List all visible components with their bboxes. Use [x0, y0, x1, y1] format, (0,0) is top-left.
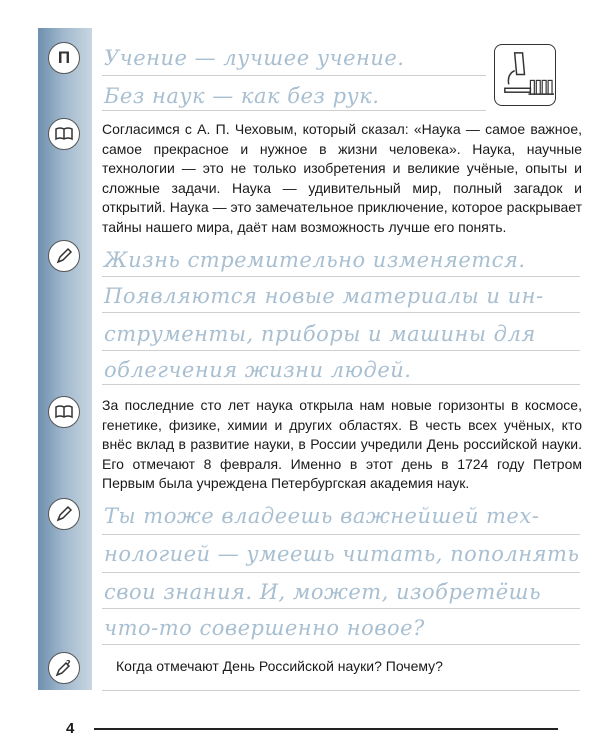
- paragraph: Согласимся с А. П. Чеховым, который сказал: «Наука — самое важное, самое прекрасное и нужное в жизни человека». Наука, научные технологии — это не только изобретения и великие учёные, опыты и сложные задачи. Наука — удивительный мир, полный загадок и открытий. Наука — это замечательное приключение, которое раскрывает тайны нашего мира, даёт нам возможность лучше его понять.: [102, 121, 582, 235]
- footer-rule: [94, 728, 558, 730]
- writing-rule: [102, 384, 580, 385]
- writing-rule: [102, 276, 580, 277]
- microscope-icon: [494, 44, 556, 106]
- paragraph: За последние сто лет наука открыла нам новые горизонты в космосе, генетике, физике, химии и других областях. В честь всех учёных, кто внёс вклад в развитие науки, в России учредили День российской науки. Его отмечают 8 февраля. Именно в этот день в 1724 году Петром Первым была учреждена Петербургская академия наук.: [102, 397, 582, 491]
- handwriting-line: Учение — лучшее учение.: [104, 46, 405, 70]
- pen-icon: [48, 240, 80, 272]
- handwriting-line: свои знания. И, может, изобретёшь: [104, 580, 542, 604]
- handwriting-line: нологией — умеешь читать, пополнять: [104, 542, 580, 566]
- handwriting-line: Появляются новые материалы и ин-: [104, 284, 544, 308]
- writing-rule: [102, 534, 580, 535]
- question-text: Когда отмечают День Российской науки? Почему?: [116, 658, 443, 674]
- handwriting-line: Ты тоже владеешь важнейшей тех-: [104, 504, 540, 528]
- letter-p-icon: П: [48, 42, 80, 74]
- book-icon: [48, 396, 80, 428]
- handwriting-line: Без наук — как без рук.: [104, 84, 380, 108]
- writing-rule: [102, 644, 580, 645]
- pencil-question-icon: [48, 652, 80, 684]
- handwriting-line: струменты, приборы и машины для: [104, 322, 536, 346]
- writing-rule: [102, 110, 486, 111]
- handwriting-line: Жизнь стремительно изменяется.: [104, 248, 526, 272]
- book-icon: [48, 118, 80, 150]
- handwriting-line: что-то совершенно новое?: [104, 616, 425, 640]
- writing-rule: [102, 312, 580, 313]
- writing-rule: [102, 75, 486, 76]
- page-number: 4: [66, 720, 75, 737]
- writing-rule: [102, 572, 580, 573]
- svg-text:?: ?: [66, 659, 71, 668]
- writing-rule: [102, 350, 580, 351]
- handwriting-line: облегчения жизни людей.: [104, 358, 412, 382]
- writing-rule: [102, 608, 580, 609]
- pen-icon: [48, 498, 80, 530]
- answer-rule: [102, 690, 580, 691]
